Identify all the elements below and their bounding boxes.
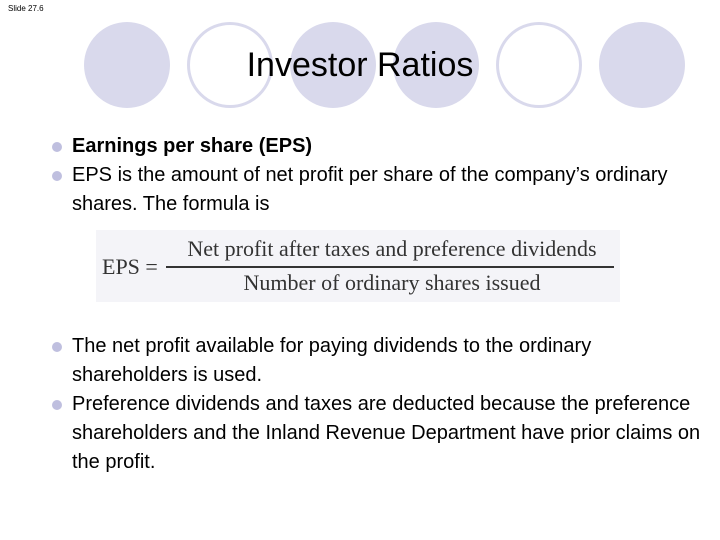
top-bullet-list — [48, 132, 708, 219]
fraction-bar — [166, 266, 614, 268]
eps-formula — [96, 230, 620, 302]
bullet-dot-icon — [52, 142, 62, 152]
decor-circle — [599, 22, 685, 108]
formula-lhs: EPS = — [102, 254, 158, 279]
bottom-bullet-list — [48, 332, 708, 477]
slide-number: Slide 27.6 — [8, 4, 44, 13]
bullet-text: EPS is the amount of net profit per share of the company’s ordinary shares. The formula is — [72, 164, 668, 215]
bullet-item — [48, 132, 708, 161]
bullet-item — [48, 332, 708, 390]
decor-circle — [84, 22, 170, 108]
formula-denominator: Number of ordinary shares issued — [243, 270, 541, 295]
formula-numerator: Net profit after taxes and preference dividends — [187, 236, 597, 261]
bullet-dot-icon — [52, 342, 62, 352]
bullet-dot-icon — [52, 400, 62, 410]
bullet-text: Earnings per share (EPS) — [72, 135, 313, 157]
bullet-item — [48, 390, 708, 477]
bullet-item — [48, 161, 708, 219]
bullet-dot-icon — [52, 171, 62, 181]
slide-title: Investor Ratios — [246, 46, 474, 84]
bullet-text: Preference dividends and taxes are deducted because the preference shareholders and the Inland Revenue Department have prior claims on the profit. — [72, 393, 701, 473]
bullet-text: The net profit available for paying dividends to the ordinary shareholders is used. — [72, 335, 592, 386]
